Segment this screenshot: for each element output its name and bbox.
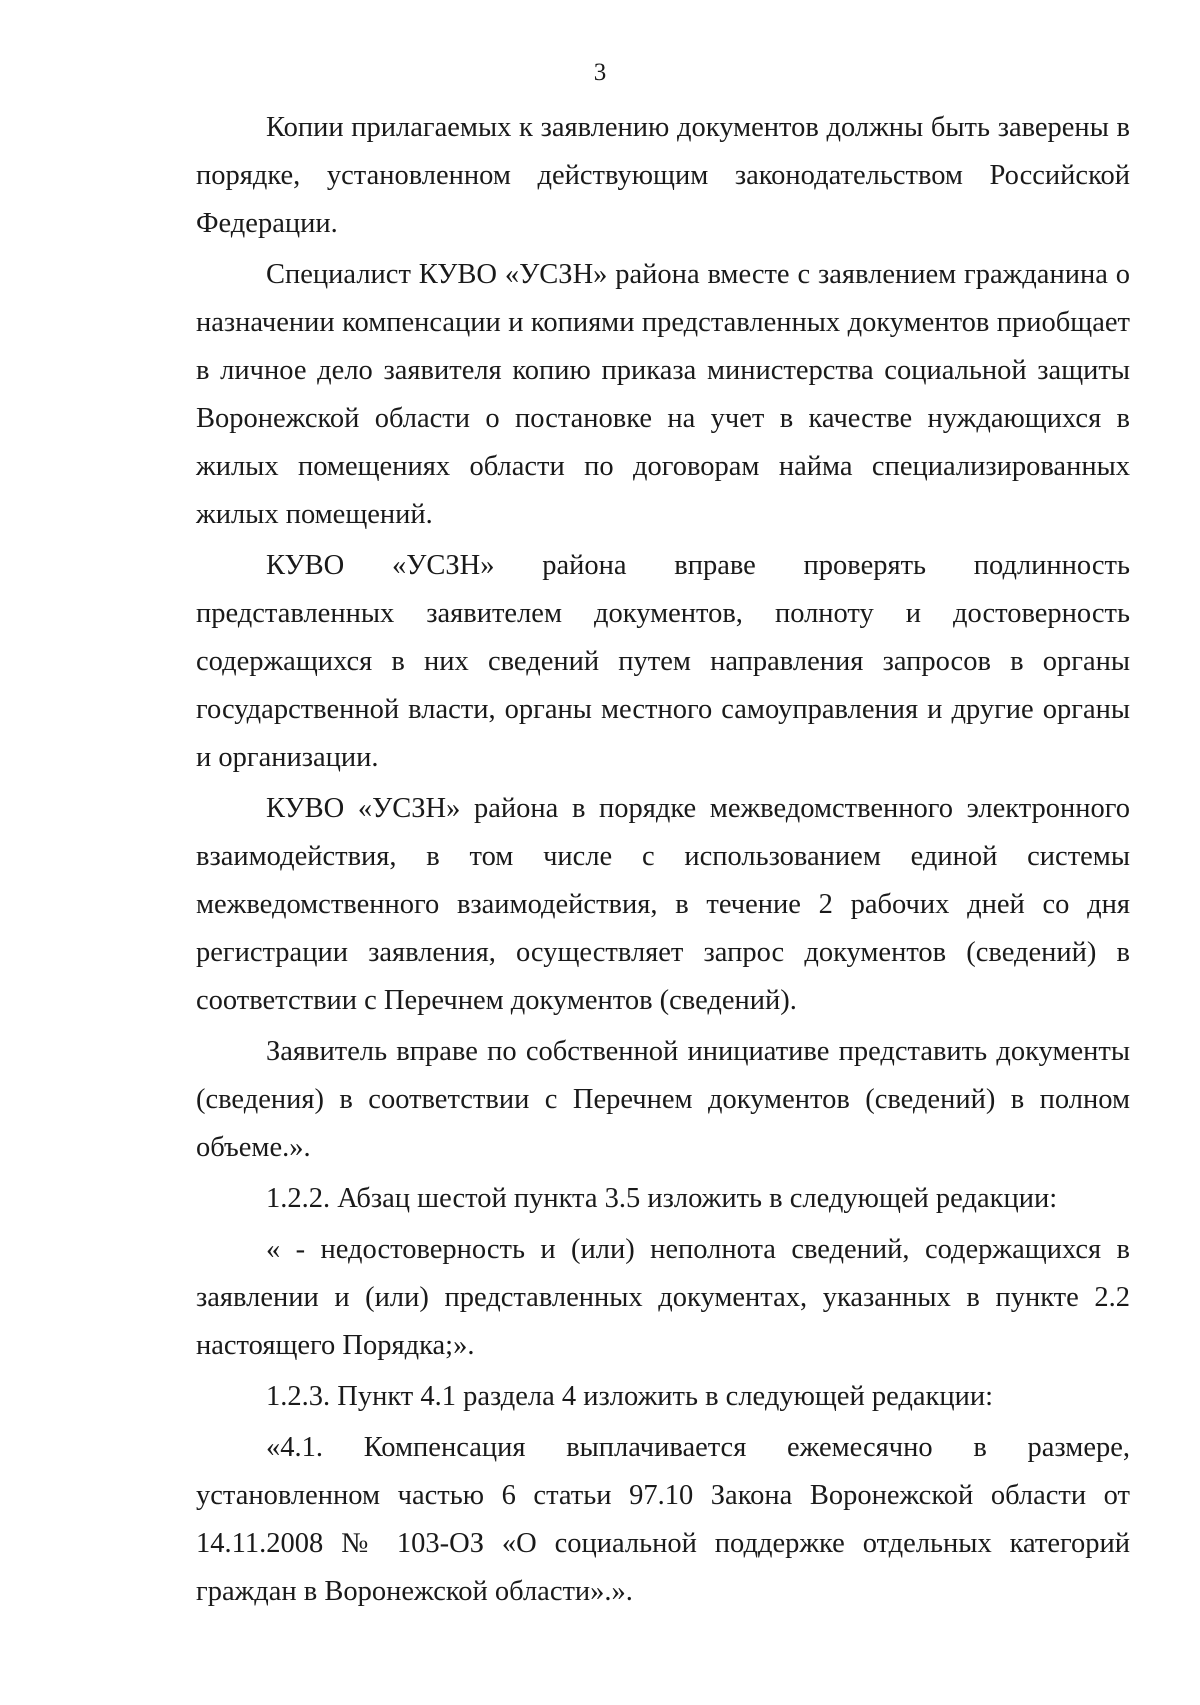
paragraph-authenticity-check: КУВО «УСЗН» района вправе проверять подлинность представленных заявителем документов, полноту и достоверность содержащихся в них сведений путем направления запросов в органы государственной власти, органы местного самоуправления и другие органы и организации. [196,550,1130,773]
paragraph-copies-certification: Копии прилагаемых к заявлению документов должны быть заверены в порядке, установленном действующим законодательством Российской Федерации. [196,112,1130,239]
page-number: 3 [593,59,607,86]
document-body [196,104,1130,1619]
paragraph-interagency-request: КУВО «УСЗН» района в порядке межведомственного электронного взаимодействия, в том числе с использованием единой системы межведомственного взаимодействия, в течение 2 рабочих дней со дня регистрации заявления, осуществляет запрос документов (сведений) в соответствии с Перечнем документов (сведений). [196,793,1130,1016]
paragraph-amendment-1-2-3: 1.2.3. Пункт 4.1 раздела 4 изложить в следующей редакции: [266,1381,994,1412]
paragraph-amendment-1-2-2-text: « - недостоверность и (или) неполнота сведений, содержащихся в заявлении и (или) представленных документах, указанных в пункте 2.2 настоящего Порядка;». [196,1234,1130,1361]
paragraph-amendment-1-2-2: 1.2.2. Абзац шестой пункта 3.5 изложить в следующей редакции: [266,1183,1058,1214]
paragraph-specialist-personal-file: Специалист КУВО «УСЗН» района вместе с заявлением гражданина о назначении компенсации и копиями представленных документов приобщает в личное дело заявителя копию приказа министерства социальной защиты Воронежской области о постановке на учет в качестве нуждающихся в жилых помещениях области по договорам найма специализированных жилых помещений. [196,259,1130,530]
paragraph-amendment-1-2-3-text: «4.1. Компенсация выплачивается ежемесячно в размере, установленном частью 6 статьи 97.10 Закона Воронежской области от 14.11.2008 № 103-ОЗ «О социальной поддержке отдельных категорий граждан в Воронежской области».». [196,1432,1130,1607]
paragraph-applicant-initiative: Заявитель вправе по собственной инициативе представить документы (сведения) в соответствии с Перечнем документов (сведений) в полном объеме.». [196,1036,1130,1163]
